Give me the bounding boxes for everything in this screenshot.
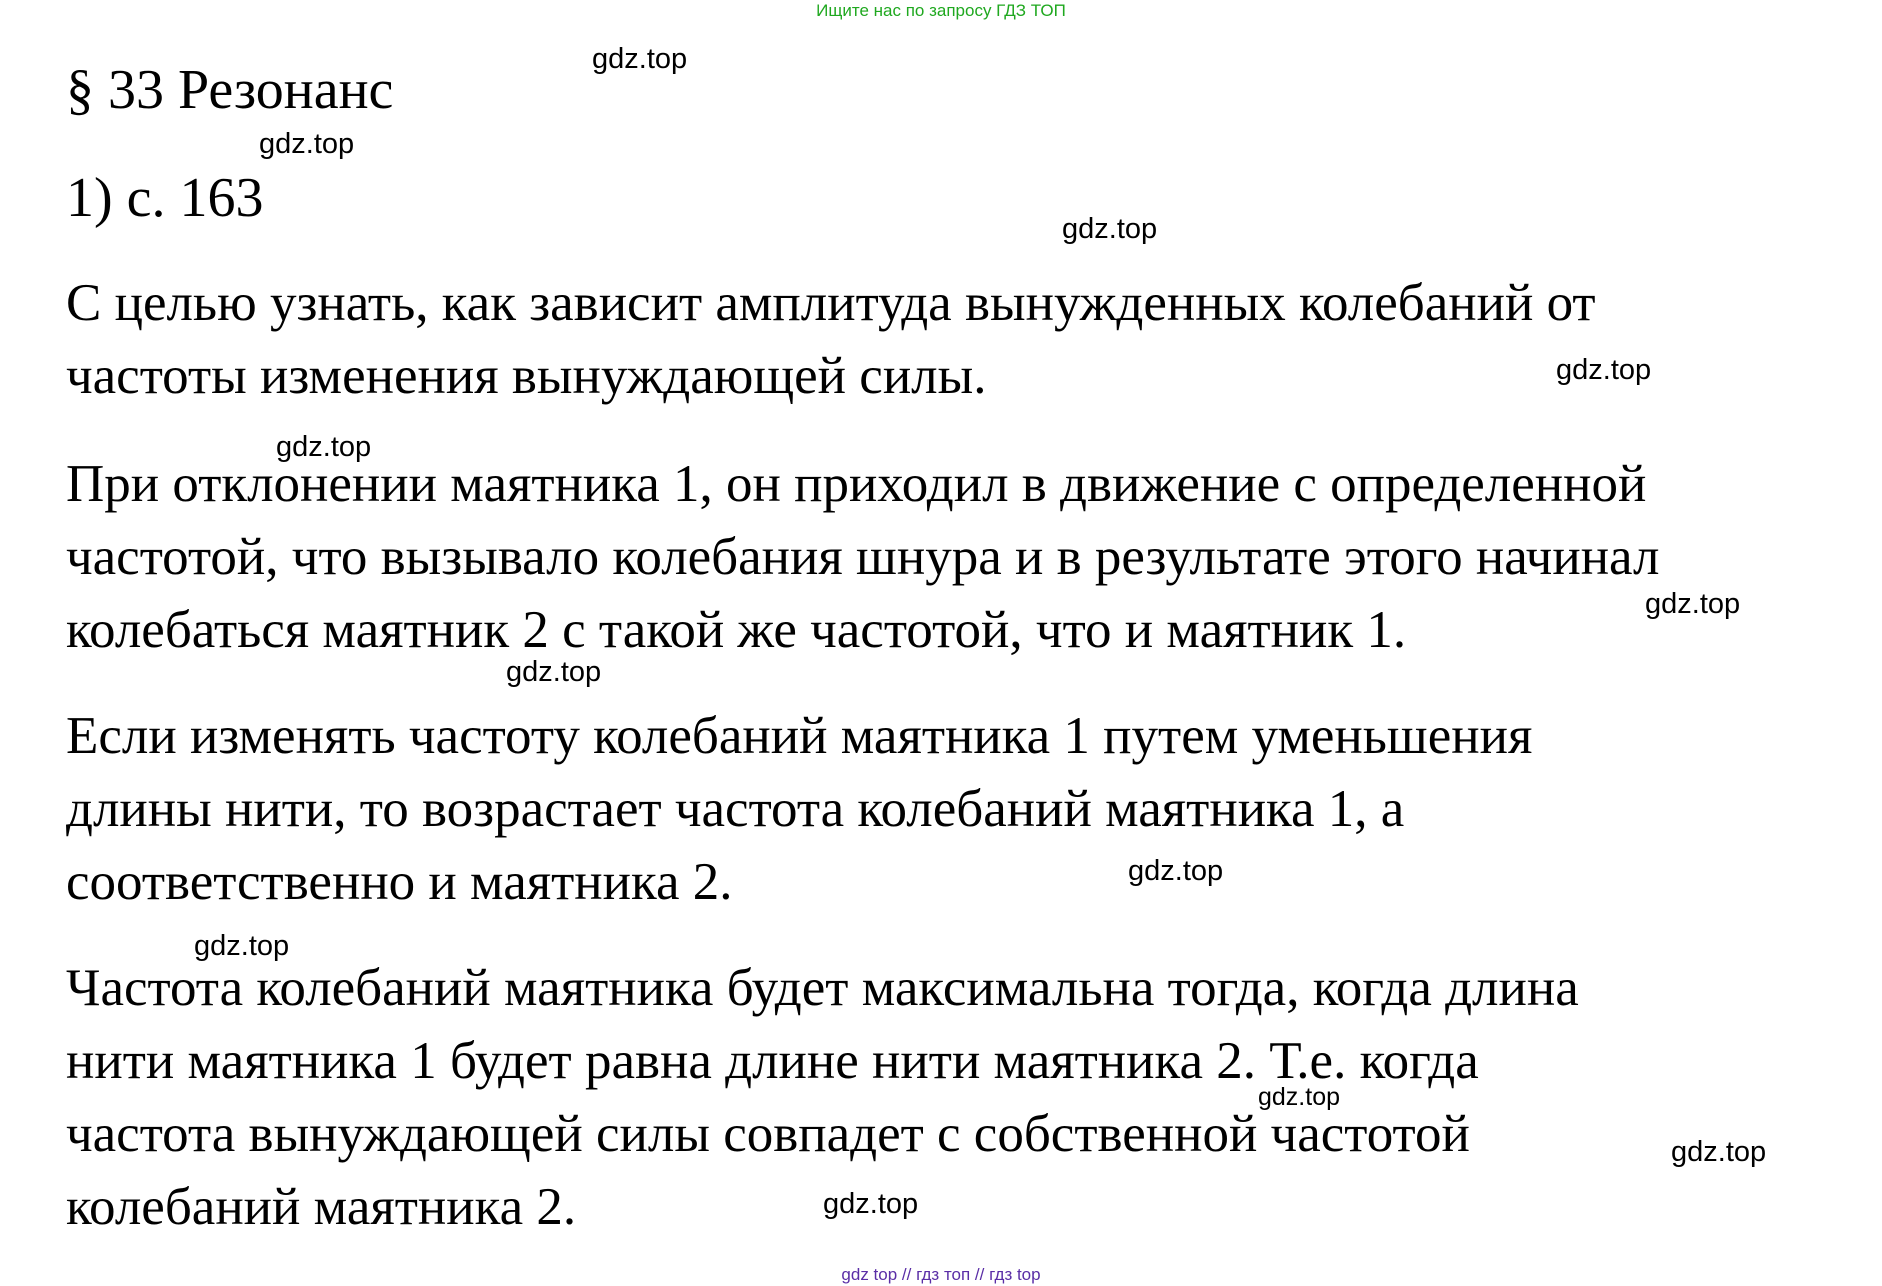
section-title: § 33 Резонанс — [66, 59, 394, 121]
watermark: gdz.top — [259, 128, 355, 160]
paragraph-3 — [66, 700, 1866, 919]
watermark: gdz.top — [1128, 855, 1224, 887]
top-banner: Ищите нас по запросу ГДЗ ТОП — [816, 1, 1066, 20]
watermark: gdz.top — [1556, 354, 1652, 386]
paragraph-2 — [66, 448, 1866, 667]
text-line: колебаний маятника 2. — [66, 1178, 577, 1236]
watermark: gdz.top — [1645, 588, 1741, 620]
question-label: 1) с. 163 — [66, 167, 264, 229]
watermark: gdz.top — [1671, 1136, 1767, 1168]
text-line: С целью узнать, как зависит амплитуда вынужденных колебаний от — [66, 274, 1596, 332]
text-line: нити маятника 1 будет равна длине нити маятника 2. Т.е. когда — [66, 1032, 1479, 1090]
watermark: gdz.top — [1258, 1083, 1341, 1111]
text-line: колебаться маятник 2 с такой же частотой, что и маятник 1. — [66, 601, 1407, 659]
text-line: Частота колебаний маятника будет максимальна тогда, когда длина — [66, 959, 1579, 1017]
watermark: gdz.top — [506, 656, 602, 688]
watermark: gdz.top — [823, 1188, 919, 1220]
text-line: соответственно и маятника 2. — [66, 853, 733, 911]
text-line: частоты изменения вынуждающей силы. — [66, 347, 987, 405]
watermark: gdz.top — [194, 930, 290, 962]
text-line: частотой, что вызывало колебания шнура и в результате этого начинал — [66, 528, 1660, 586]
watermark: gdz.top — [592, 43, 688, 75]
paragraph-1 — [66, 267, 1866, 413]
paragraph-4 — [66, 952, 1866, 1244]
text-line: Если изменять частоту колебаний маятника 1 путем уменьшения — [66, 707, 1533, 765]
text-line: частота вынуждающей силы совпадет с собственной частотой — [66, 1105, 1470, 1163]
footer-watermark: gdz top // гдз топ // гдз top — [841, 1265, 1041, 1284]
watermark: gdz.top — [1062, 213, 1158, 245]
text-line: длины нити, то возрастает частота колебаний маятника 1, а — [66, 780, 1405, 838]
watermark: gdz.top — [276, 431, 372, 463]
text-line: При отклонении маятника 1, он приходил в движение с определенной — [66, 455, 1647, 513]
